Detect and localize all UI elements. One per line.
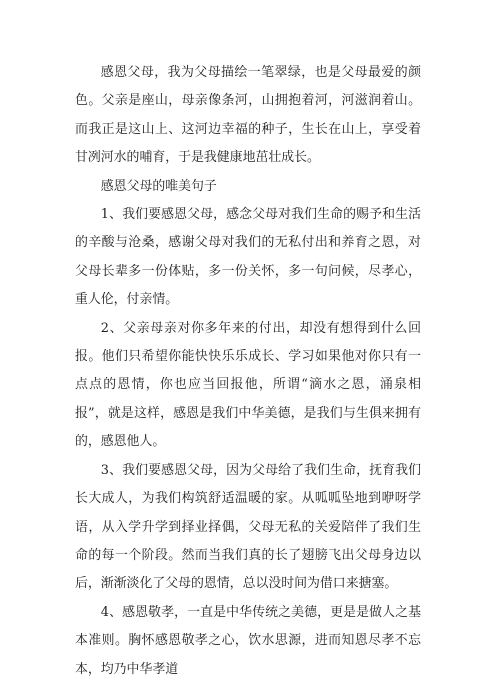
section-heading: 感恩父母的唯美句子 — [100, 178, 217, 194]
paragraph-item-1: 1、我们要感恩父母，感念父母对我们生命的赐予和生活的辛酸与沧桑，感谢父母对我们的无私付出和养育之恩，对父母长辈多一份体贴，多一份关怀，多一句问候，尽孝心，重人伦，付亲情。 — [75, 207, 421, 308]
paragraph-item-2: 2、父亲母亲对你多年来的付出，却没有想得到什么回报。他们只希望你能快快乐乐成长、学习如果他对你只有一点点的恩情，你也应当回报他，所谓“滴水之恩，涌泉相报”，就是这样，感恩是我们中华美德，是我们与生俱来拥有的，感恩他人。 — [75, 320, 421, 450]
paragraph-intro: 感恩父母，我为父母描绘一笔翠绿，也是父母最爱的颜色。父亲是座山，母亲像条河，山拥抱着河，河滋润着山。而我正是这山上、这河边幸福的种子，生长在山上，享受着甘冽河水的哺育，于是我健康地茁壮成长。 — [75, 65, 421, 166]
paragraph-item-3: 3、我们要感恩父母，因为父母给了我们生命，抚育我们长大成人，为我们构筑舒适温暖的家。从呱呱坠地到咿呀学语，从入学升学到择业择偶，父母无私的关爱陪伴了我们生命的每一个阶段。然而当我们真的长了翅膀飞出父母身边以后，渐渐淡化了父母的恩情，总以没时间为借口来搪塞。 — [75, 462, 421, 592]
document-body — [75, 59, 421, 684]
paragraph-item-4: 4、感恩敬孝，一直是中华传统之美德，更是是做人之基本准则。胸怀感恩敬孝之心，饮水思源，进而知恩尽孝不忘本，均乃中华孝道 — [75, 604, 421, 677]
